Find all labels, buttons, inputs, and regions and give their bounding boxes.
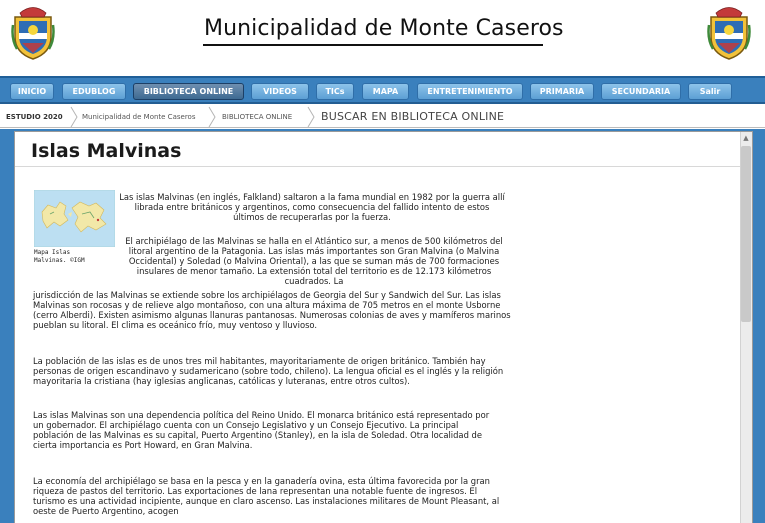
title-underline [203, 44, 543, 46]
content-frame [14, 131, 753, 523]
chevron-right-icon [307, 106, 315, 128]
map-thumbnail[interactable] [34, 190, 115, 247]
chevron-right-icon [70, 106, 78, 128]
nav-inicio[interactable]: INICIO [10, 83, 54, 100]
nav-videos[interactable]: VIDEOS [251, 83, 309, 100]
vertical-scrollbar[interactable] [740, 132, 752, 523]
main-nav [0, 76, 765, 104]
paragraph: La economía del archipiélago se basa en la pesca y en la ganadería ovina, esta última favorecida por la gran riqueza de pastos del territorio. Las exportaciones de lana representan una notable fuente de ingresos. El turismo es una actividad incipiente, aunque en claro ascenso. Las instalaciones militares de Mount Pleasant, al oeste de Puerto Argentino, acogen [33, 476, 500, 516]
nav-secundaria[interactable]: SECUNDARIA [601, 83, 681, 100]
breadcrumb-item-biblioteca[interactable]: BIBLIOTECA ONLINE [222, 113, 293, 121]
chevron-right-icon [208, 106, 216, 128]
nav-salir[interactable]: Salir [688, 83, 732, 100]
scroll-thumb[interactable] [741, 146, 751, 322]
site-header [0, 0, 765, 76]
article-title: Islas Malvinas [31, 140, 182, 162]
map-caption: Mapa Islas Malvinas. ©IGM [34, 249, 85, 264]
breadcrumb [0, 106, 765, 128]
paragraph: Las islas Malvinas son una dependencia política del Reino Unido. El monarca británico está representado por un gobernador. El archipiélago cuenta con un Consejo Legislativo y un Consejo Ejecutivo. La principal población de las Malvinas es su capital, Puerto Argentino (Stanley), en la isla de Soledad. Otra localidad de cierta importancia es Port Howard, en Gran Malvina. [33, 410, 490, 450]
paragraph: jurisdicción de las Malvinas se extiende sobre los archipiélagos de Georgia del Sur y Sandwich del Sur. Las islas Malvinas son rocosas y de relieve algo montañoso, con una altura máxima de 705 metros en el monte Usborne (cerro Alberdi). Existen asimismo algunas llanuras pantanosas. Numerosas colonias de aves y mamíferos marinos pueblan su litoral. El clima es oceánico frío, muy ventoso y lluvioso. [33, 290, 511, 330]
site-title: Municipalidad de Monte Caseros [204, 16, 564, 41]
crest-icon [11, 3, 55, 61]
nav-entretenimiento[interactable]: ENTRETENIMIENTO [417, 83, 523, 100]
crest-icon [707, 3, 751, 61]
divider [15, 166, 741, 167]
breadcrumb-item-current: BUSCAR EN BIBLIOTECA ONLINE [321, 110, 505, 123]
nav-tics[interactable]: TICs [316, 83, 354, 100]
breadcrumb-item-estudio[interactable]: ESTUDIO 2020 [6, 113, 63, 121]
paragraph: Las islas Malvinas (en inglés, Falkland) saltaron a la fama mundial en 1982 por la guerra allí librada entre británicos y argentinos, como consecuencia del fallido intento de estos últimos de recuperarlas por la fuerza. [119, 192, 505, 222]
nav-mapa[interactable]: MAPA [362, 83, 409, 100]
paragraph: La población de las islas es de unos tres mil habitantes, mayoritariamente de origen británico. También hay personas de origen escandinavo y sudamericano (sobre todo, chileno). La lengua oficial es el inglés y la religión mayoritaria la cristiana (hay iglesias anglicanas, católicas y luteranas, entre otros cultos). [33, 356, 504, 386]
nav-biblioteca-online[interactable]: BIBLIOTECA ONLINE [133, 83, 244, 100]
nav-primaria[interactable]: PRIMARIA [530, 83, 594, 100]
paragraph: El archipiélago de las Malvinas se halla en el Atlántico sur, a menos de 500 kilómetros del litoral argentino de la Patagonia. Las islas más importantes son Gran Malvina (o Malvina Occidental) y Soledad (o Malvina Oriental), a las que se suman más de 700 formaciones insulares de menor tamaño. La extensión total del territorio es de 12.173 kilómetros cuadrados. La [125, 236, 503, 286]
breadcrumb-item-municipalidad[interactable]: Municipalidad de Monte Caseros [82, 113, 196, 121]
nav-edublog[interactable]: EDUBLOG [62, 83, 126, 100]
scroll-up-arrow-icon[interactable]: ▲ [743, 134, 749, 142]
